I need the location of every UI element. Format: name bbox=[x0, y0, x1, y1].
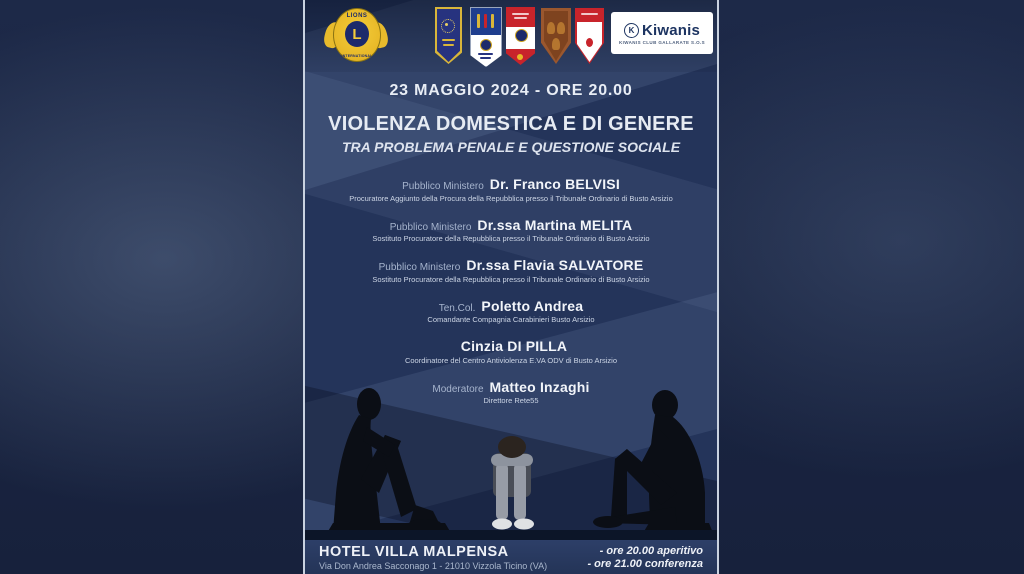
kiwanis-club-logo bbox=[611, 12, 713, 54]
silhouette-figures bbox=[305, 383, 717, 533]
lions-international-wordmark: INTERNATIONAL bbox=[341, 54, 373, 58]
figure-mark bbox=[491, 14, 494, 28]
speaker-entry bbox=[305, 338, 717, 365]
crest-motif bbox=[557, 22, 565, 34]
venue-name: HOTEL VILLA MALPENSA bbox=[319, 543, 509, 560]
lions-mini-emblem bbox=[480, 39, 492, 51]
schedule-times bbox=[587, 545, 703, 570]
red-white-crest-shield bbox=[575, 8, 604, 64]
kiwanis-club-name: KIWANIS CLUB GALLARATE S.O.S bbox=[618, 39, 706, 45]
emblem-dot bbox=[517, 54, 523, 60]
speaker-entry bbox=[305, 176, 717, 203]
lions-letter-badge: L bbox=[345, 21, 369, 47]
speaker-name: Dr.ssa Flavia SALVATORE bbox=[466, 257, 644, 273]
figure-mark bbox=[484, 14, 487, 28]
speaker-name: Cinzia DI PILLA bbox=[460, 338, 568, 354]
pennant-text-line bbox=[443, 44, 454, 46]
pennant-text-line bbox=[514, 17, 527, 19]
speaker-name: Poletto Andrea bbox=[481, 297, 584, 314]
lions-international-logo bbox=[327, 4, 385, 64]
speaker-entry bbox=[305, 217, 717, 244]
figure-mark bbox=[477, 14, 480, 28]
speaker-name: Matteo Inzaghi bbox=[489, 378, 590, 395]
time-aperitivo: - ore 20.00 aperitivo bbox=[599, 544, 703, 557]
lions-club-gallarate-pennant bbox=[506, 7, 535, 65]
lions-club-white-pennant bbox=[470, 7, 502, 67]
footer-venue-bar bbox=[305, 540, 717, 574]
speaker-description: Direttore Rete55 bbox=[483, 396, 539, 405]
seated-man-left-silhouette bbox=[327, 388, 451, 533]
lions-mini-emblem bbox=[515, 29, 528, 42]
pennant-text-line bbox=[478, 53, 493, 55]
speaker-name: Dr.ssa Martina MELITA bbox=[477, 216, 633, 233]
star-center-dot bbox=[445, 23, 448, 26]
shield-field bbox=[544, 11, 568, 61]
crouched-child-silhouette bbox=[491, 436, 534, 530]
speaker-role: Pubblico Ministero bbox=[389, 221, 472, 233]
speaker-description: Procuratore Aggiunto della Procura della Repubblica presso il Tribunale Ordinario di Busto Arsizio bbox=[349, 193, 673, 203]
pennant-text-line bbox=[480, 57, 491, 59]
sponsor-logo-row bbox=[305, 0, 717, 72]
crest-emblem bbox=[586, 38, 593, 47]
lions-wordmark: LIONS bbox=[346, 13, 368, 19]
crest-motif bbox=[547, 22, 555, 34]
pennant-text-line bbox=[442, 39, 455, 41]
speaker-description: Coordinatore del Centro Antiviolenza E.VA ODV di Busto Arsizio bbox=[404, 355, 618, 365]
footer-divider-bar bbox=[305, 530, 717, 540]
event-subtitle: TRA PROBLEMA PENALE E QUESTIONE SOCIALE bbox=[341, 139, 681, 155]
speaker-role: Moderatore bbox=[432, 383, 484, 395]
event-poster bbox=[303, 0, 719, 574]
crest-text-line bbox=[581, 13, 598, 15]
kiwanis-wordmark: Kiwanis bbox=[641, 21, 701, 39]
seated-man-right-silhouette bbox=[593, 390, 713, 533]
pennant-field bbox=[437, 9, 460, 62]
speaker-name: Dr. Franco BELVISI bbox=[489, 176, 620, 192]
crest-motif bbox=[552, 38, 560, 50]
lions-club-blue-pennant bbox=[435, 7, 462, 64]
time-conferenza: - ore 21.00 conferenza bbox=[587, 557, 703, 570]
speaker-entry bbox=[305, 298, 717, 325]
speaker-description: Comandante Compagnia Carabinieri Busto Arsizio bbox=[427, 315, 595, 324]
speaker-role: Ten.Col. bbox=[438, 302, 476, 314]
kiwanis-k-icon: K bbox=[624, 23, 639, 38]
speaker-role: Pubblico Ministero bbox=[378, 262, 461, 273]
brown-crest-shield bbox=[541, 8, 571, 64]
speaker-entry bbox=[305, 257, 717, 284]
event-date: 23 MAGGIO 2024 - ORE 20.00 bbox=[389, 82, 633, 99]
event-title: VIOLENZA DOMESTICA E DI GENERE bbox=[328, 113, 694, 135]
lions-emblem-ring bbox=[333, 8, 381, 62]
venue-address: Via Don Andrea Sacconago 1 - 21010 Vizzola Ticino (VA) bbox=[319, 560, 548, 571]
speaker-role: Pubblico Ministero bbox=[402, 181, 484, 192]
speaker-description: Sostituto Procuratore della Repubblica presso il Tribunale Ordinario di Busto Arsizio bbox=[372, 274, 650, 284]
pennant-text-line bbox=[512, 13, 529, 15]
speaker-description: Sostituto Procuratore della Repubblica presso il Tribunale Ordinario di Busto Arsizio bbox=[372, 234, 650, 243]
star-circle-icon bbox=[441, 19, 455, 33]
